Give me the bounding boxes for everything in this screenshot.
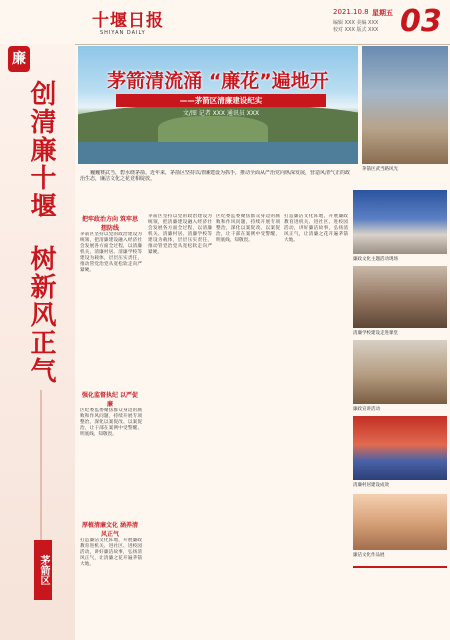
photo (353, 494, 447, 550)
editor-line: 校对 XXX 版式 XXX (333, 27, 379, 33)
photo (353, 190, 447, 254)
article-text: 茅箭区坚持以党的政治建设为统领，把清廉建设融入经济社会发展各方面全过程，以清廉机关、清廉村居、清廉学校等建设为载体，层层压实责任，推动管党治党从宽松软走向严紧硬。 (80, 232, 142, 273)
newspaper-name-en: SHIYAN DAILY (100, 30, 146, 36)
photo (353, 266, 447, 328)
section-tab: 茅箭区 (34, 540, 52, 600)
feature-subhead: ——茅箭区清廉建设纪实 (116, 94, 326, 107)
photo-caption: 廉政文化主题活动现场 (353, 257, 398, 262)
seal-icon: 廉 (8, 46, 30, 72)
lead-paragraph: 巍巍赛武当，碧水绕茅箭。近年来，茅箭区坚持以清廉建设为抓手，推动全面从严治党向纵深发展，营造风清气正的政治生态，廉洁文化之花竞相绽放。 (80, 170, 350, 183)
article-text: 打造廉洁文化阵地，开展廉政教育进机关、进社区、进校园活动，讲好廉洁故事，弘扬清风正气，让清廉之花开遍茅箭大地。 (284, 214, 348, 243)
masthead (0, 0, 450, 45)
vertical-title-1: 创清廉十堰 (26, 80, 56, 220)
vertical-title-2: 树新风正气 (26, 245, 56, 385)
section-kicker: 把牢政治方向 筑牢思想防线 (81, 216, 139, 232)
feature-byline: 文/图 记者 XXX 通讯员 XXX (182, 110, 260, 117)
photo-caption: 清廉村居建设成效 (353, 483, 389, 488)
section-kicker: 强化监督执纪 以严促廉 (81, 392, 139, 408)
page-number: 03 (400, 4, 442, 39)
photo-caption: 廉洁文化作品展 (353, 553, 385, 558)
photo (353, 416, 447, 480)
side-photo-top (362, 46, 448, 164)
photo-caption: 茅箭区武当路风光 (362, 167, 398, 172)
hero-water (78, 142, 358, 164)
feature-headline: 茅箭清流涌 “廉花”遍地开 (107, 70, 329, 92)
photo-caption: 清廉学校建设走进课堂 (353, 331, 398, 336)
photo (353, 340, 447, 404)
article-text: 茅箭区坚持以党的政治建设为统领，把清廉建设融入经济社会发展各方面全过程，以清廉机关、清廉村居、清廉学校等建设为载体，层层压实责任，推动管党治党从宽松软走向严紧硬。 (148, 214, 212, 255)
issue-date: 2021.10.8 (333, 8, 369, 16)
photo-caption: 廉政宣讲活动 (353, 407, 380, 412)
editor-line: 编辑 XXX 美编 XXX (333, 20, 379, 26)
article-text: 区纪委监委聚焦群众身边的腐败和作风问题，持续开展专项整治，深化以案促改、以案促治，让干部在案例中受警醒、明底线、知敬畏。 (80, 408, 142, 437)
divider (353, 566, 447, 568)
section-kicker: 厚植清廉文化 涵养清风正气 (81, 522, 139, 538)
issue-weekday: 星期五 (372, 9, 393, 17)
decorative-line (40, 390, 42, 540)
article-text: 区纪委监委聚焦群众身边的腐败和作风问题，持续开展专项整治，深化以案促改、以案促治，让干部在案例中受警醒、明底线、知敬畏。 (216, 214, 280, 243)
newspaper-name: 十堰日报 (92, 11, 164, 31)
editor-info (333, 20, 393, 34)
article-text: 打造廉洁文化阵地，开展廉政教育进机关、进社区、进校园活动，讲好廉洁故事，弘扬清风正气，让清廉之花开遍茅箭大地。 (80, 538, 142, 567)
